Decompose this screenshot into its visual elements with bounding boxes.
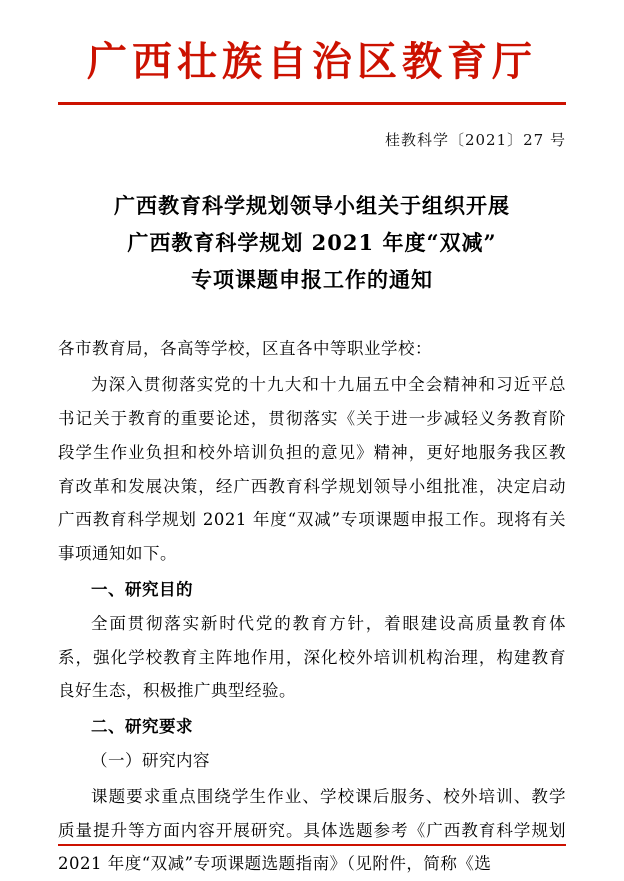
section-one-paragraph: 全面贯彻落实新时代党的教育方针，着眼建设高质量教育体系，强化学校教育主阵地作用，深化校外培训机构治理，构建教育良好生态，积极推广典型经验。 (58, 613, 566, 701)
intro-paragraph: 为深入贯彻落实党的十九大和十九届五中全会精神和习近平总书记关于教育的重要论述，贯彻落实《关于进一步减轻义务教育阶段学生作业负担和校外培训负担的意见》精神，更好地服务我区教育改革和发展决策，经广西教育科学规划领导小组批准，决定启动广西教育科学规划 2021 年度“双减”专项课题申报工作。现将有关事项通知如下。 (58, 375, 566, 564)
masthead-divider (58, 102, 566, 105)
document-title-line-1: 广西教育科学规划领导小组关于组织开展 (114, 193, 510, 218)
masthead (58, 0, 566, 86)
section-two-heading: 二、研究要求 (91, 717, 193, 737)
issuing-authority-title: 广西壮族自治区教育厅 (87, 38, 537, 85)
section-two-subheading: （一）研究内容 (91, 751, 210, 770)
document-title-line-3: 专项课题申报工作的通知 (191, 266, 433, 292)
section-two-paragraph: 课题要求重点围绕学生作业、学校课后服务、校外培训、教学质量提升等方面内容开展研究。具体选题参考《广西教育科学规划 2021 年度“双减”专项课题选题指南》（见附件，简称《选 (58, 786, 566, 874)
document-title (58, 188, 566, 298)
footer-divider (58, 844, 566, 846)
document-body (58, 332, 566, 881)
section-one-heading: 一、研究目的 (91, 579, 193, 599)
addressee-line: 各市教育局，各高等学校，区直各中等职业学校： (58, 339, 432, 359)
document-title-line-2: 广西教育科学规划 2021 年度“双减” (127, 229, 497, 255)
document-number: 桂教科学〔2021〕27 号 (384, 131, 566, 149)
